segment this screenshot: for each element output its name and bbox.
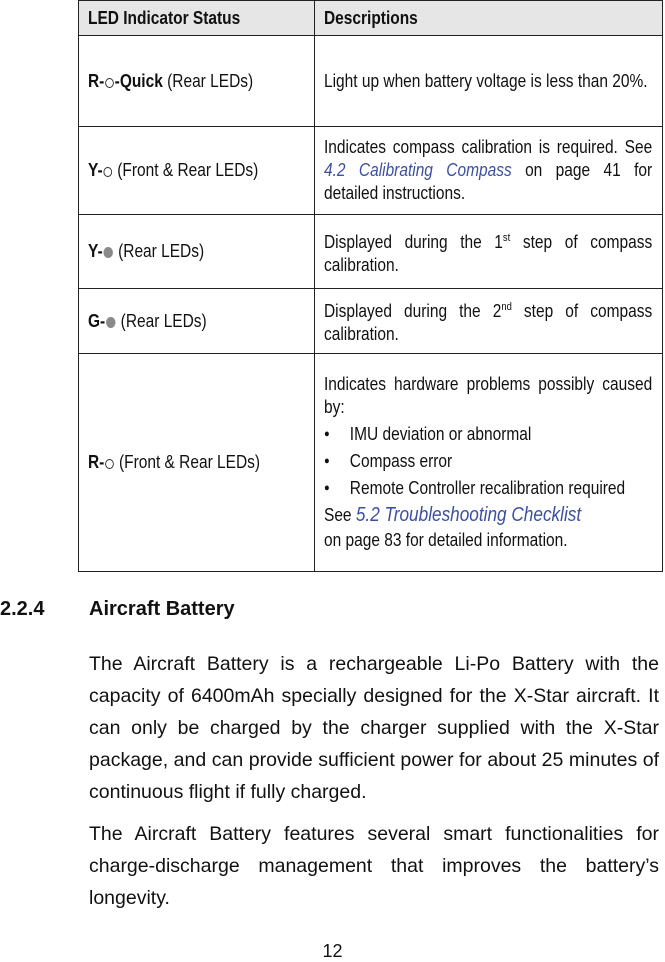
list-item: ● Compass error: [324, 448, 652, 475]
section-number: 2.2.4: [0, 598, 45, 620]
description-intro: Indicates hardware problems possibly caused by:: [324, 374, 653, 417]
table-row: [79, 354, 663, 572]
description-cell: Displayed during the 2nd step of compass calibration.: [315, 289, 663, 354]
table-row: [79, 36, 663, 127]
table-row: [79, 215, 663, 289]
led-off-circle-icon: [103, 167, 112, 177]
description-text: Light up when battery voltage is less than 20%.: [324, 70, 648, 91]
causes-list: [324, 421, 652, 502]
led-status-cell: Y- (Front & Rear LEDs): [79, 127, 315, 215]
page-number: 12: [322, 941, 343, 961]
calibrating-compass-link[interactable]: 4.2 Calibrating Compass: [324, 160, 512, 180]
description-cell: [315, 36, 663, 127]
list-item: ● Remote Controller recalibration required: [324, 475, 652, 502]
led-status-cell: Y- (Rear LEDs): [79, 215, 315, 289]
table-row: [79, 127, 663, 215]
body-paragraph: The Aircraft Battery features several smart functionalities for charge-discharge management that improves the battery’s longevity.: [89, 823, 659, 909]
list-item: ● IMU deviation or abnormal: [324, 421, 652, 448]
description-cell: Indicates compass calibration is required. See 4.2 Calibrating Compass on page 41 for detailed instructions.: [315, 127, 663, 215]
led-status-cell: G- (Rear LEDs): [79, 289, 315, 354]
header-descriptions: Descriptions: [315, 1, 663, 36]
section-title: Aircraft Battery: [89, 598, 235, 620]
led-on-dot-icon: [106, 317, 115, 328]
led-on-dot-icon: [103, 247, 112, 258]
body-paragraph: The Aircraft Battery is a rechargeable Li-Po Battery with the capacity of 6400mAh specially designed for the X-Star aircraft. It can only be charged by the charger supplied with the X-Star package, and can provide sufficient power for about 25 minutes of continuous flight if fully charged.: [89, 653, 659, 803]
led-status-cell: R- -Quick (Rear LEDs): [79, 36, 315, 127]
led-indicator-table: [78, 0, 663, 572]
led-status-cell: R- (Front & Rear LEDs): [79, 354, 315, 572]
description-cell: Displayed during the 1st step of compass calibration.: [315, 215, 663, 289]
header-led-status: LED Indicator Status: [79, 1, 315, 36]
description-cell: Indicates hardware problems possibly caused by: ● IMU deviation or abnormal ● Compass error ● Remote Controller recalibration required See 5.2 Troubleshooting Checklist on page 83 for detailed information.: [315, 354, 663, 572]
led-off-circle-icon: [105, 78, 114, 88]
troubleshooting-checklist-link[interactable]: 5.2 Troubleshooting Checklist: [355, 504, 582, 526]
led-off-circle-icon: [105, 459, 114, 469]
table-header-row: [79, 1, 663, 36]
table-row: [79, 289, 663, 354]
description-outro: on page 83 for detailed information.: [324, 530, 568, 550]
